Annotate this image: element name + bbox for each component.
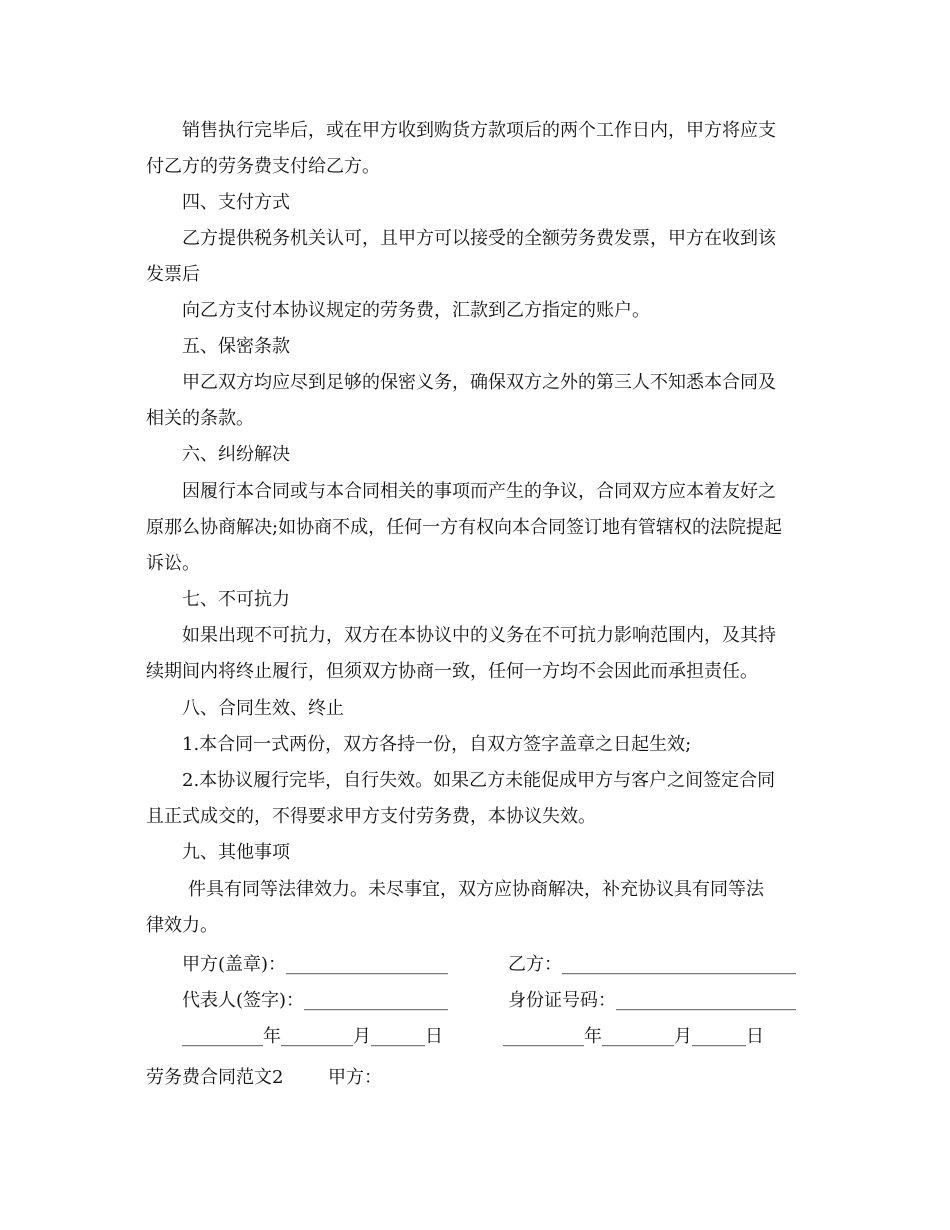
paragraph-other-matters-line2: 律效力。: [146, 915, 218, 936]
paragraph-dispute-line3: 诉讼。: [146, 553, 200, 574]
party-a-date-field: _________年________月______日: [182, 1026, 443, 1047]
paragraph-clause-1: 1.本合同一式两份，双方各持一份，自双方签字盖章之日起生效;: [182, 734, 692, 755]
paragraph-dispute-line2: 原那么协商解决;如协商不成，任何一方有权向本合同签订地有管辖权的法院提起: [146, 517, 783, 538]
paragraph-payment-timing-line1: 销售执行完毕后，或在甲方收到购货方款项后的两个工作日内，甲方将应支: [182, 120, 776, 141]
section-heading-confidentiality: 五、保密条款: [182, 336, 290, 357]
paragraph-invoice-line2: 发票后: [146, 264, 200, 285]
paragraph-confidentiality-line2: 相关的条款。: [146, 408, 254, 429]
paragraph-remittance: 向乙方支付本协议规定的劳务费，汇款到乙方指定的账户。: [182, 300, 650, 321]
section-heading-effect-termination: 八、合同生效、终止: [182, 698, 344, 719]
id-number-field: 身份证号码：____________________: [508, 990, 796, 1011]
paragraph-dispute-line1: 因履行本合同或与本合同相关的事项而产生的争议，合同双方应本着友好之: [182, 481, 776, 502]
section-heading-payment-method: 四、支付方式: [182, 192, 290, 213]
paragraph-clause-2-line1: 2.本协议履行完毕，自行失效。如果乙方未能促成甲方与客户之间签定合同: [182, 770, 776, 791]
section-heading-other-matters: 九、其他事项: [182, 842, 290, 863]
paragraph-invoice-line1: 乙方提供税务机关认可，且甲方可以接受的全额劳务费发票，甲方在收到该: [182, 228, 776, 249]
representative-signature-field: 代表人(签字)：________________: [182, 990, 449, 1011]
party-b-field: 乙方：__________________________: [508, 954, 796, 975]
paragraph-force-majeure-line2: 续期间内将终止履行，但须双方协商一致，任何一方均不会因此而承担责任。: [146, 661, 758, 682]
paragraph-other-matters-line1: 件具有同等法律效力。未尽事宜，双方应协商解决，补充协议具有同等法: [188, 879, 764, 900]
section-heading-force-majeure: 七、不可抗力: [182, 589, 290, 610]
paragraph-confidentiality-line1: 甲乙双方均应尽到足够的保密义务，确保双方之外的第三人不知悉本合同及: [182, 372, 776, 393]
section-heading-dispute: 六、纠纷解决: [182, 444, 290, 465]
paragraph-force-majeure-line1: 如果出现不可抗力，双方在本协议中的义务在不可抗力影响范围内，及其持: [182, 625, 776, 646]
party-b-date-field: _________年________月______日: [503, 1026, 764, 1047]
paragraph-payment-timing-line2: 付乙方的劳务费支付给乙方。: [146, 156, 380, 177]
next-contract-party-a: 甲方：: [328, 1067, 382, 1088]
party-a-seal-field: 甲方(盖章)：__________________: [182, 954, 449, 975]
next-contract-title: 劳务费合同范文2: [146, 1067, 284, 1088]
paragraph-clause-2-line2: 且正式成交的，不得要求甲方支付劳务费，本协议失效。: [146, 806, 596, 827]
